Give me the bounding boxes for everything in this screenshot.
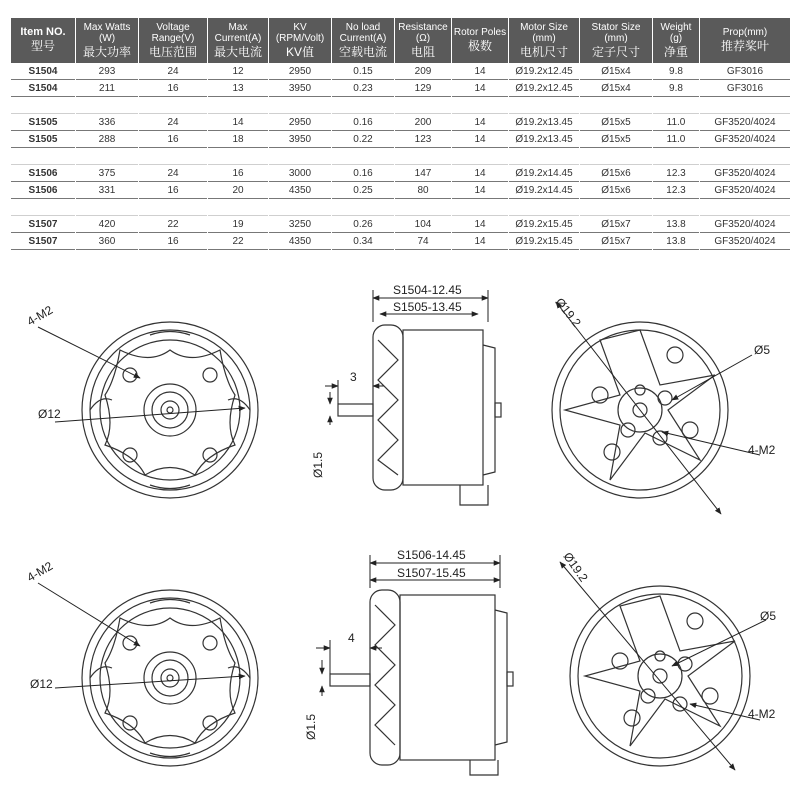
table-cell: 336 <box>76 114 138 131</box>
bell-holes-top: 4-M2 <box>748 443 776 457</box>
table-cell: 24 <box>139 114 207 131</box>
table-cell: 13 <box>208 80 268 97</box>
table-cell: 0.25 <box>332 182 394 199</box>
header-en: Max Watts (W) <box>83 21 131 44</box>
table-cell: 3950 <box>269 80 331 97</box>
table-cell: 3250 <box>269 216 331 233</box>
header-cn: 最大功率 <box>82 44 131 59</box>
item-no-cell: S1507 <box>11 216 75 233</box>
shaft-dia-label-top: Ø12 <box>38 407 61 421</box>
table-cell: 420 <box>76 216 138 233</box>
bell-inner-dia-bottom: Ø5 <box>760 609 777 623</box>
table-cell: 4350 <box>269 182 331 199</box>
side-shaft-dia-top: Ø1.5 <box>311 451 325 478</box>
table-cell: 104 <box>395 216 451 233</box>
table-cell: 16 <box>139 182 207 199</box>
header-en: Resistance (Ω) <box>398 21 448 44</box>
table-cell: Ø15x4 <box>580 80 652 97</box>
table-cell: 12 <box>208 63 268 80</box>
table-cell: 211 <box>76 80 138 97</box>
table-cell: 14 <box>452 114 508 131</box>
shaft-dia-label-bottom: Ø12 <box>30 677 53 691</box>
table-cell: 24 <box>139 165 207 182</box>
table-cell: 0.16 <box>332 114 394 131</box>
table-cell: 11.0 <box>653 131 699 148</box>
table-cell: GF3520/4024 <box>700 114 790 131</box>
bell-dims-top <box>556 302 760 514</box>
table-cell: Ø15x5 <box>580 131 652 148</box>
table-cell: Ø19.2x14.45 <box>509 165 579 182</box>
header-cn: 定子尺寸 <box>591 44 640 59</box>
table-cell: Ø15x7 <box>580 233 652 250</box>
table-cell: 209 <box>395 63 451 80</box>
table-cell: 129 <box>395 80 451 97</box>
table-cell: 74 <box>395 233 451 250</box>
table-cell: 16 <box>139 80 207 97</box>
table-cell: 147 <box>395 165 451 182</box>
front-view-bottom <box>82 590 258 766</box>
table-cell: 14 <box>452 233 508 250</box>
table-cell: 360 <box>76 233 138 250</box>
table-cell: 11.0 <box>653 114 699 131</box>
table-cell: 2950 <box>269 114 331 131</box>
table-cell: Ø19.2x15.45 <box>509 233 579 250</box>
table-cell: 14 <box>452 131 508 148</box>
item-no-cell: S1507 <box>11 233 75 250</box>
table-cell: 18 <box>208 131 268 148</box>
item-no-cell: S1504 <box>11 80 75 97</box>
table-cell: 12.3 <box>653 182 699 199</box>
table-cell: 0.15 <box>332 63 394 80</box>
table-cell: 14 <box>452 182 508 199</box>
table-cell: 0.26 <box>332 216 394 233</box>
header-cn: 推荐桨叶 <box>720 39 769 53</box>
bell-dims-bottom <box>560 562 766 770</box>
header-en: Item NO. <box>20 26 66 38</box>
header-cn: 极数 <box>467 39 492 53</box>
table-cell: Ø19.2x13.45 <box>509 114 579 131</box>
table-cell: GF3520/4024 <box>700 131 790 148</box>
table-cell: 14 <box>208 114 268 131</box>
item-no-cell: S1506 <box>11 182 75 199</box>
table-cell: 9.8 <box>653 80 699 97</box>
bell-inner-dia-top: Ø5 <box>754 343 771 357</box>
table-cell: 0.34 <box>332 233 394 250</box>
table-cell: 0.22 <box>332 131 394 148</box>
bell-outer-dia-top: Ø19.2 <box>552 295 584 330</box>
length-b-label-bottom: S1507-15.45 <box>397 566 466 580</box>
table-cell: Ø15x5 <box>580 114 652 131</box>
bell-holes-bottom: 4-M2 <box>748 707 776 721</box>
table-cell: 14 <box>452 216 508 233</box>
item-no-cell: S1505 <box>11 131 75 148</box>
table-cell: 19 <box>208 216 268 233</box>
table-cell: GF3016 <box>700 80 790 97</box>
header-cn: 电机尺寸 <box>519 44 568 59</box>
header-en: KV (RPM/Volt) <box>275 21 325 44</box>
table-cell: 16 <box>139 233 207 250</box>
table-cell: Ø15x6 <box>580 165 652 182</box>
table-cell: Ø15x4 <box>580 63 652 80</box>
table-cell: Ø19.2x12.45 <box>509 80 579 97</box>
table-cell: 22 <box>208 233 268 250</box>
header-en: Prop(mm) <box>722 27 768 38</box>
header-en: Stator Size (mm) <box>591 21 641 44</box>
length-a-label-bottom: S1506-14.45 <box>397 548 466 562</box>
item-no-cell: S1504 <box>11 63 75 80</box>
header-cn: 电阻 <box>410 44 435 59</box>
side-view-top <box>338 325 501 505</box>
holes-label-bottom: 4-M2 <box>24 558 56 585</box>
header-cn: 型号 <box>30 39 55 53</box>
table-cell: 0.23 <box>332 80 394 97</box>
header-cn: 空载电流 <box>338 44 387 59</box>
header-cn: 最大电流 <box>213 44 262 59</box>
header-en: Motor Size (mm) <box>520 21 568 44</box>
header-en: Voltage Range(V) <box>151 21 195 44</box>
header-cn: KV值 <box>285 44 314 59</box>
table-cell: Ø15x7 <box>580 216 652 233</box>
front-dims-bottom <box>25 559 246 691</box>
shaft-len-label-bottom: 4 <box>348 631 355 645</box>
table-cell: Ø15x6 <box>580 182 652 199</box>
table-cell: 16 <box>208 165 268 182</box>
header-cn: 净重 <box>663 44 688 59</box>
length-b-label-top: S1505-13.45 <box>393 300 462 314</box>
table-cell: 12.3 <box>653 165 699 182</box>
table-cell: GF3520/4024 <box>700 216 790 233</box>
table-cell: 14 <box>452 80 508 97</box>
shaft-len-label-top: 3 <box>350 370 357 384</box>
front-dims-top <box>25 303 246 422</box>
length-a-label-top: S1504-12.45 <box>393 283 462 297</box>
table-cell: GF3520/4024 <box>700 233 790 250</box>
table-cell: 20 <box>208 182 268 199</box>
table-cell: 9.8 <box>653 63 699 80</box>
table-cell: 4350 <box>269 233 331 250</box>
table-cell: 16 <box>139 131 207 148</box>
bell-view-bottom <box>570 586 750 766</box>
header-en: No load Current(A) <box>339 21 387 44</box>
table-cell: 3950 <box>269 131 331 148</box>
holes-label-top: 4-M2 <box>24 302 56 329</box>
header-en: Weight (g) <box>660 21 692 44</box>
table-cell: Ø19.2x13.45 <box>509 131 579 148</box>
item-no-cell: S1506 <box>11 165 75 182</box>
table-cell: 200 <box>395 114 451 131</box>
table-cell: 375 <box>76 165 138 182</box>
bell-outer-dia-bottom: Ø19.2 <box>560 549 591 585</box>
table-cell: Ø19.2x12.45 <box>509 63 579 80</box>
table-cell: 14 <box>452 63 508 80</box>
table-cell: 22 <box>139 216 207 233</box>
table-cell: 80 <box>395 182 451 199</box>
table-cell: 0.16 <box>332 165 394 182</box>
item-no-cell: S1505 <box>11 114 75 131</box>
table-cell: 13.8 <box>653 233 699 250</box>
table-cell: 13.8 <box>653 216 699 233</box>
table-cell: 331 <box>76 182 138 199</box>
front-view-top <box>82 322 258 498</box>
header-en: Max Current(A) <box>214 21 262 44</box>
table-cell: Ø19.2x15.45 <box>509 216 579 233</box>
table-cell: 3000 <box>269 165 331 182</box>
table-cell: Ø19.2x14.45 <box>509 182 579 199</box>
table-cell: 14 <box>452 165 508 182</box>
header-en: Rotor Poles <box>453 27 507 38</box>
table-cell: 24 <box>139 63 207 80</box>
table-cell: GF3520/4024 <box>700 182 790 199</box>
table-cell: 123 <box>395 131 451 148</box>
table-cell: 293 <box>76 63 138 80</box>
table-cell: 2950 <box>269 63 331 80</box>
header-cn: 电压范围 <box>148 44 197 59</box>
table-cell: 288 <box>76 131 138 148</box>
side-shaft-dia-bottom: Ø1.5 <box>304 713 318 740</box>
side-view-bottom <box>330 590 513 775</box>
table-cell: GF3016 <box>700 63 790 80</box>
table-cell: GF3520/4024 <box>700 165 790 182</box>
